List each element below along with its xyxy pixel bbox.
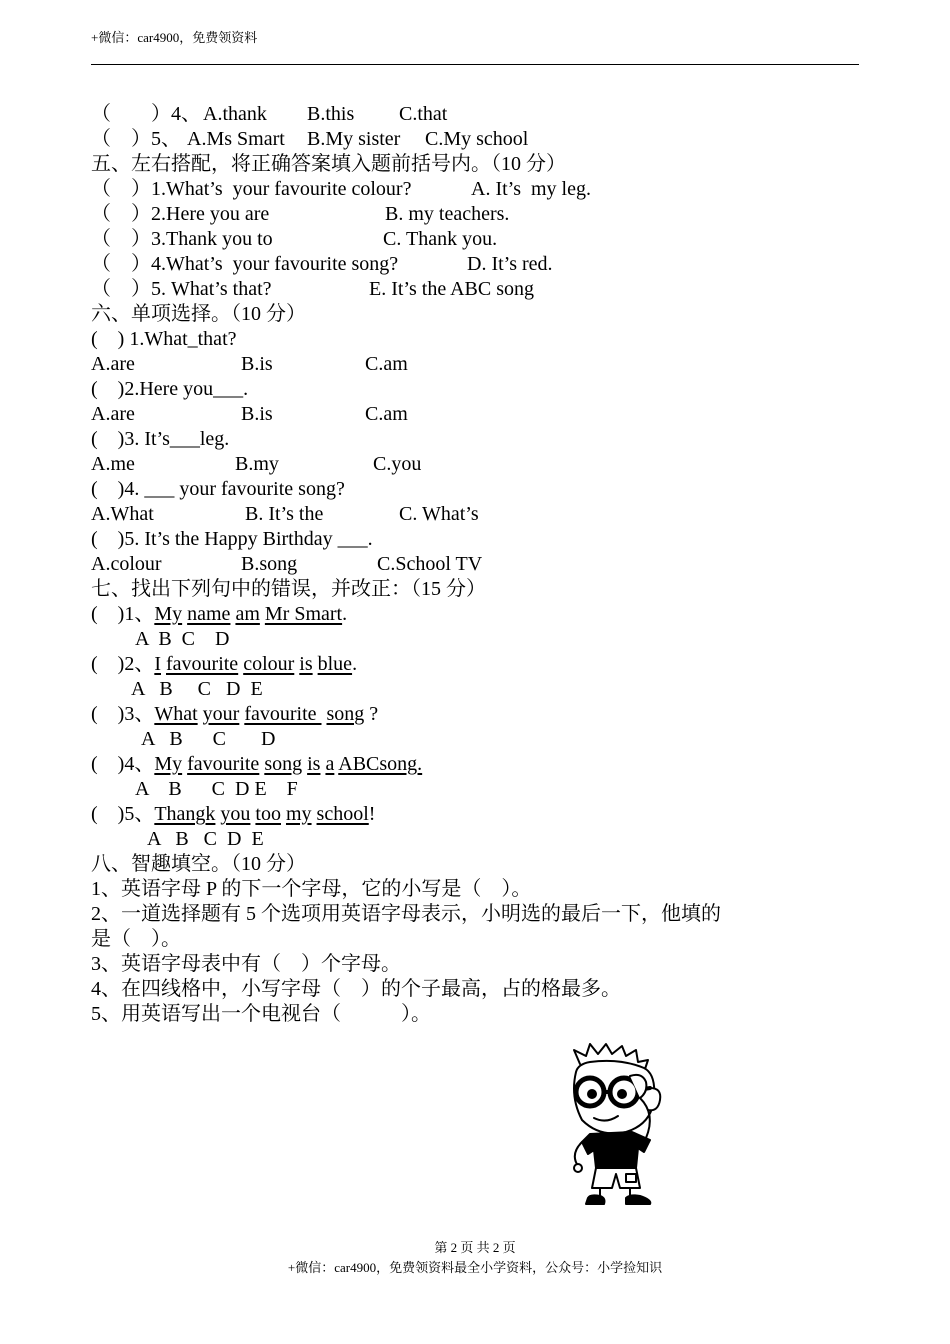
s5-item-2 <box>91 202 861 227</box>
s6-q4 <box>91 477 861 502</box>
s6-q4-options <box>91 502 861 527</box>
s6-title <box>91 302 861 327</box>
match-right: C. Thank you. <box>383 228 498 250</box>
s7-q5 <box>91 802 861 827</box>
underlined-word: my <box>285 803 312 825</box>
header-text: +微信：car4900，免费领资料 <box>91 30 258 45</box>
option-c: C.am <box>365 353 408 375</box>
s7-q2-letters <box>91 677 861 702</box>
option-c: C.you <box>373 453 422 475</box>
option-letters: A B C D <box>141 728 276 750</box>
option-letters: A B C D E F <box>135 778 298 800</box>
s5-item-4 <box>91 252 861 277</box>
s4-q5-option-c: C.My school <box>425 128 529 150</box>
option-c: C.am <box>365 403 408 425</box>
question-text: ( )4. ___ your favourite song? <box>91 478 345 500</box>
option-b: B.is <box>241 353 273 375</box>
option-letters: A B C D E <box>131 678 263 700</box>
s7-q1-letters <box>91 627 861 652</box>
underlined-word: My <box>154 753 183 775</box>
underlined-word: too <box>255 803 281 825</box>
cartoon-boy-illustration <box>560 1042 700 1207</box>
section-title: 六、单项选择。（10 分） <box>91 303 306 325</box>
underlined-word: is <box>299 653 313 675</box>
sentence-end: ! <box>368 803 376 825</box>
underlined-word: blue <box>317 653 353 675</box>
sentence-end: ? <box>364 703 379 725</box>
fill-question: 4、在四线格中，小写字母（ ）的个子最高，占的格最多。 <box>91 978 621 1000</box>
sentence-end: . <box>352 653 358 675</box>
s7-q4-letters <box>91 777 861 802</box>
footer-text: +微信：car4900，免费领资料最全小学资料，公众号：小学捡知识 <box>287 1260 663 1275</box>
match-left: （ ）2.Here you are <box>91 203 270 225</box>
s8-line-2 <box>91 902 861 927</box>
match-right: A. It’s my leg. <box>471 178 591 200</box>
option-a: A.me <box>91 453 135 475</box>
s7-q1 <box>91 602 861 627</box>
option-letters: A B C D <box>135 628 230 650</box>
underlined-word: colour <box>243 653 295 675</box>
sentence-end: . <box>342 603 348 625</box>
s4-q4-option-c: C.that <box>399 103 448 125</box>
match-right: D. It’s red. <box>467 253 553 275</box>
s6-q1-options <box>91 352 861 377</box>
s7-q4 <box>91 752 861 777</box>
section-title: 七、找出下列句中的错误，并改正：（15 分） <box>91 578 486 600</box>
s4-q5 <box>91 127 861 152</box>
option-b: B.song <box>241 553 298 575</box>
underlined-word: Mr Smart <box>264 603 343 625</box>
underlined-word: favourite <box>244 703 322 725</box>
fill-question: 2、一道选择题有 5 个选项用英语字母表示，小明选的最后一下，他填的 <box>91 903 721 925</box>
underlined-word: favourite <box>166 653 239 675</box>
option-a: A.are <box>91 353 135 375</box>
question-text: ( )3. It’s___leg. <box>91 428 230 450</box>
underlined-word: you <box>220 803 251 825</box>
s7-title <box>91 577 861 602</box>
underlined-word: name <box>187 603 231 625</box>
option-letters: A B C D E <box>147 828 264 850</box>
s4-q5-option-a: A.Ms Smart <box>187 128 285 150</box>
option-c: C. What’s <box>399 503 479 525</box>
header-rule <box>91 64 859 65</box>
s6-q2 <box>91 377 861 402</box>
underlined-word: favourite <box>187 753 260 775</box>
worksheet-content <box>91 102 861 1027</box>
s4-q5-option-b: B.My sister <box>307 128 401 150</box>
s4-q4-option-a: A.thank <box>203 103 267 125</box>
question-text: ( )2.Here you___. <box>91 378 249 400</box>
s5-item-3 <box>91 227 861 252</box>
s7-q2 <box>91 652 861 677</box>
s8-line-4 <box>91 952 861 977</box>
underlined-word: My <box>154 603 183 625</box>
option-b: B. It’s the <box>245 503 324 525</box>
fill-question: 5、用英语写出一个电视台（ ）。 <box>91 1003 431 1025</box>
underlined-word: song <box>326 703 365 725</box>
underlined-word: a <box>325 753 335 775</box>
option-c: C.School TV <box>377 553 483 575</box>
underlined-word: song <box>264 753 303 775</box>
match-left: （ ）4.What’s your favourite song? <box>91 253 399 275</box>
s4-q4-option-b: B.this <box>307 103 355 125</box>
s8-line-3 <box>91 927 861 952</box>
fill-question: 1、英语字母 P 的下一个字母，它的小写是（ ）。 <box>91 878 532 900</box>
s6-q3 <box>91 427 861 452</box>
s5-item-1 <box>91 177 861 202</box>
underlined-word: is <box>307 753 321 775</box>
question-prefix: ( )1、 <box>91 603 155 625</box>
s8-line-6 <box>91 1002 861 1027</box>
question-text: ( )5. It’s the Happy Birthday ___. <box>91 528 373 550</box>
s8-line-1 <box>91 877 861 902</box>
s6-q1 <box>91 327 861 352</box>
s7-q5-letters <box>91 827 861 852</box>
match-left: （ ）5. What’s that? <box>91 278 272 300</box>
match-left: （ ）1.What’s your favourite colour? <box>91 178 412 200</box>
s5-item-5 <box>91 277 861 302</box>
s6-q5-options <box>91 552 861 577</box>
s7-q3-letters <box>91 727 861 752</box>
s8-line-5 <box>91 977 861 1002</box>
underlined-word: school <box>316 803 369 825</box>
option-a: A.What <box>91 503 154 525</box>
s6-q5 <box>91 527 861 552</box>
underlined-word: am <box>235 603 260 625</box>
section-title: 五、左右搭配，将正确答案填入题前括号内。（10 分） <box>91 153 566 175</box>
question-text: ( ) 1.What_that? <box>91 328 237 350</box>
page-number: 第 2 页 共 2 页 <box>434 1240 516 1255</box>
match-left: （ ）3.Thank you to <box>91 228 273 250</box>
section-title: 八、智趣填空。（10 分） <box>91 853 306 875</box>
fill-question: 3、英语字母表中有（ ）个字母。 <box>91 953 401 975</box>
s6-q3-options <box>91 452 861 477</box>
option-a: A.colour <box>91 553 162 575</box>
underlined-word: Thangk <box>154 803 216 825</box>
s4-q4 <box>91 102 861 127</box>
underlined-word: ABCsong. <box>338 753 423 775</box>
match-right: B. my teachers. <box>385 203 510 225</box>
s8-title <box>91 852 861 877</box>
s4-q5-prefix: （ ）5、 <box>91 128 181 150</box>
option-a: A.are <box>91 403 135 425</box>
underlined-word: I <box>154 653 161 675</box>
question-prefix: ( )2、 <box>91 653 155 675</box>
underlined-word: your <box>202 703 240 725</box>
s5-title <box>91 152 861 177</box>
match-right: E. It’s the ABC song <box>369 278 535 300</box>
question-prefix: ( )3、 <box>91 703 155 725</box>
s4-q4-prefix: （ ）4、 <box>91 103 201 125</box>
option-b: B.my <box>235 453 279 475</box>
s6-q2-options <box>91 402 861 427</box>
fill-question: 是（ ）。 <box>91 928 181 950</box>
option-b: B.is <box>241 403 273 425</box>
s7-q3 <box>91 702 861 727</box>
question-prefix: ( )5、 <box>91 803 155 825</box>
underlined-word: What <box>154 703 198 725</box>
question-prefix: ( )4、 <box>91 753 155 775</box>
